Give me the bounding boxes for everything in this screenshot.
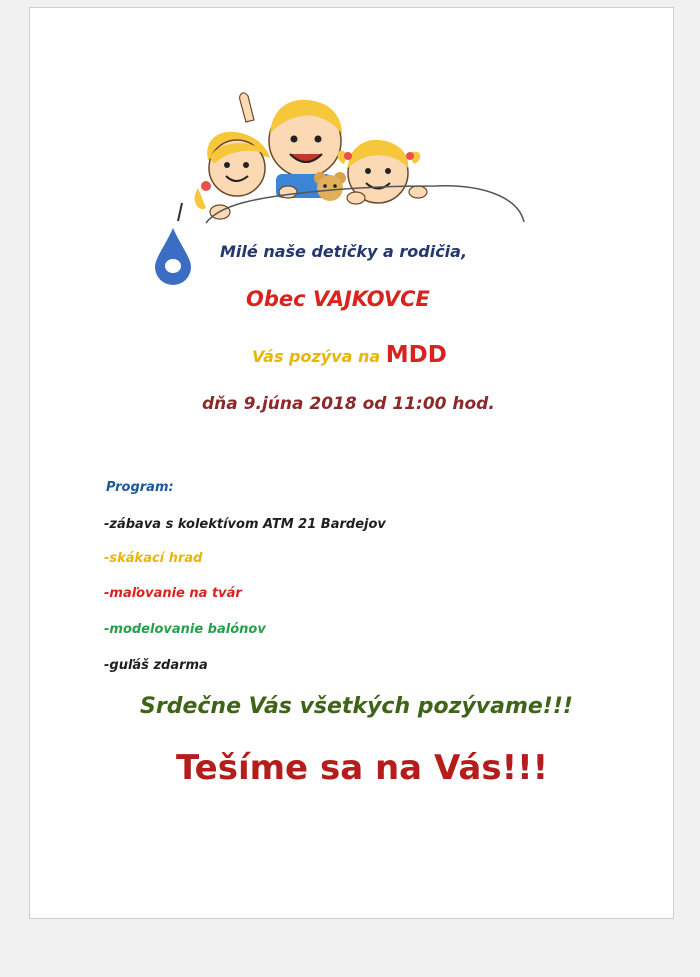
greeting-text: Milé naše detičky a rodičia,: [220, 242, 468, 261]
farewell-text: Tešíme sa na Vás!!!: [176, 748, 549, 788]
child-left-icon: [195, 132, 270, 209]
invite-text: Vás pozýva na: [252, 347, 386, 366]
program-item: -maľovanie na tvár: [104, 586, 242, 601]
event-name: MDD: [385, 342, 447, 368]
program-label: Program:: [106, 480, 174, 495]
program-item: -skákací hrad: [104, 551, 203, 566]
closing-text: Srdečne Vás všetkých pozývame!!!: [140, 694, 573, 719]
program-item: -zábava s kolektívom ATM 21 Bardejov: [104, 517, 386, 532]
water-drop-icon: [155, 203, 191, 285]
invite-line: [252, 342, 447, 368]
obec-title: Obec VAJKOVCE: [246, 287, 430, 311]
date-line: dňa 9.júna 2018 od 11:00 hod.: [202, 394, 495, 414]
program-item: -guľáš zdarma: [104, 658, 208, 673]
program-item: -modelovanie balónov: [104, 622, 266, 637]
poster-page: [29, 7, 674, 919]
